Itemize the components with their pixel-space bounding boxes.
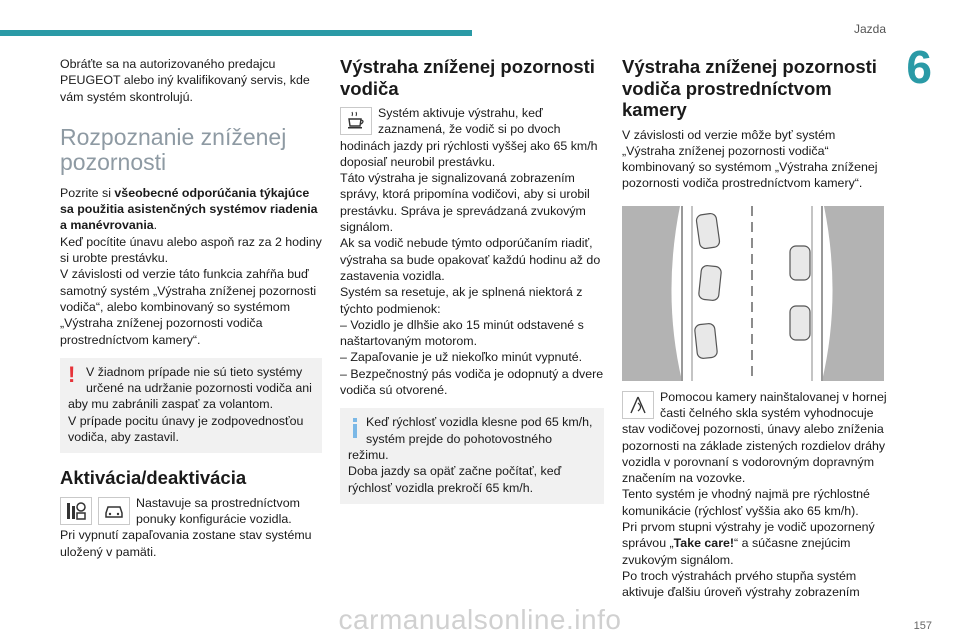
running-header: Jazda (853, 22, 886, 36)
watermark: carmanualsonline.info (338, 604, 622, 635)
warning-text: V prípade pocitu únavy je zodpovednosťou vodiča, aby zastavil. (68, 413, 304, 445)
header-bar (0, 30, 472, 36)
section-heading-camera-alert: Výstraha zníženej pozornosti vodiča prostredníctvom kamery (622, 56, 877, 120)
text: Pozrite si (60, 185, 115, 200)
activation-text: Nastavuje sa prostredníctvom ponuky konfigurácie vozidla. (136, 495, 300, 527)
paragraph: Systém aktivuje výstrahu, keď zaznamená, že vodič si po dvoch hodinách jazdy pri rýchlosti vyššej ako 65 km/h doposiaľ neurobil prestávku. (340, 106, 598, 169)
paragraph: V závislosti od verzie táto funkcia zahŕňa buď samotný systém „Výstraha zníženej pozornosti vodiča“, alebo kombinovaný so systémom „Výstraha zníženej pozornosti vodiča prostredníctvom kamery“. (60, 267, 317, 347)
info-icon (348, 414, 366, 440)
paragraph: Táto výstraha je signalizovaná zobrazením správy, ktorá pripomína vodičovi, aby si urobil prestávku. Správa je sprevádzaná zvukovým signálom. (340, 171, 590, 235)
column-3 (622, 56, 890, 601)
section-heading-activation: Aktivácia/deaktivácia (60, 467, 247, 489)
info-text: Doba jazdy sa opäť začne počítať, keď rýchlosť vozidla prekročí 65 km/h. (348, 464, 562, 495)
intro-paragraph: Obráťte sa na autorizovaného predajcu PEUGEOT alebo iný kvalifikovaný servis, kde vám systém skontrolujú. (60, 57, 310, 104)
camera-lane-icon (622, 391, 654, 419)
paragraph: Keď pocítite únavu alebo aspoň raz za 2 hodiny si urobte prestávku. (60, 234, 322, 266)
warning-text: V žiadnom prípade nie sú tieto systémy určené na udržanie pozornosti vodiča ani aby mu zabránili zaspať za volantom. (68, 364, 312, 412)
warning-box (60, 358, 322, 453)
paragraph: Pomocou kamery nainštalovanej v hornej časti čelného skla systém vyhodnocuje stav vodičovej pozornosti, únavy alebo zníženia pozornosti na základe zistených rozdielov dráhy vozidla v porovnaní s vodorovným dopravným značením na vozovke. (622, 389, 887, 486)
alert-block (340, 105, 604, 170)
coffee-cup-icon (340, 107, 372, 135)
text: Pri prvom stupni výstrahy je vodič upozornený správou „ (622, 520, 875, 551)
paragraph: Po troch výstrahách prvého stupňa systém aktivuje ďalšiu úroveň výstrahy zobrazením (622, 568, 860, 600)
paragraph: Systém sa resetuje, ak je splnená niektorá z týchto podmienok: (340, 285, 583, 316)
list-item: – Vozidlo je dlhšie ako 15 minút odstavené s naštartovaným motorom. (340, 317, 584, 349)
paragraph (622, 519, 890, 568)
text: . (153, 218, 158, 233)
paragraph (60, 185, 322, 234)
info-box (340, 408, 604, 503)
chapter-number: 6 (906, 41, 932, 93)
info-text: Keď rýchlosť vozidla klesne pod 65 km/h, systém prejde do pohotovostného režimu. (348, 415, 593, 462)
road-lane-illustration (622, 206, 884, 381)
paragraph: Ak sa vodič nebude týmto odporúčaním riadiť, výstraha sa bude opakovať každú hodinu až do zastavenia vozidla. (340, 236, 601, 283)
car-icon (98, 497, 130, 525)
page-number: 157 (913, 620, 932, 632)
warning-icon: ! (68, 361, 76, 387)
bold-text: všeobecné odporúčania týkajúce sa použitia asistenčných systémov riadenia a manévrovania (60, 185, 318, 233)
memory-text: Pri vypnutí zapaľovania zostane stav systému uložený v pamäti. (60, 528, 312, 559)
list-item: – Bezpečnostný pás vodiča je odopnutý a dvere vodiča sú otvorené. (340, 366, 604, 398)
column-2 (340, 56, 604, 518)
bold-text: Take care! (673, 536, 735, 551)
camera-block (622, 389, 890, 487)
section-heading-attention: Rozpoznanie zníženej pozornosti (60, 123, 287, 175)
list-item: – Zapaľovanie je už niekoľko minút vypnuté. (340, 350, 583, 365)
section-heading-driver-alert: Výstraha zníženej pozornosti vodiča (340, 56, 595, 99)
vehicle-settings-icon (60, 497, 92, 525)
paragraph: V závislosti od verzie môže byť systém „Výstraha zníženej pozornosti vodiča“ kombinovaný so systémom „Výstraha zníženej pozornosti vodiča prostredníctvom kamery“. (622, 127, 878, 191)
paragraph: Tento systém je vhodný najmä pre rýchlostné komunikácie (rýchlosť vyššia ako 65 km/h). (622, 487, 870, 518)
column-1 (60, 56, 322, 560)
activation-block (60, 495, 322, 528)
text: “ a súčasne znejúcim zvukovým signálom. (622, 536, 851, 567)
